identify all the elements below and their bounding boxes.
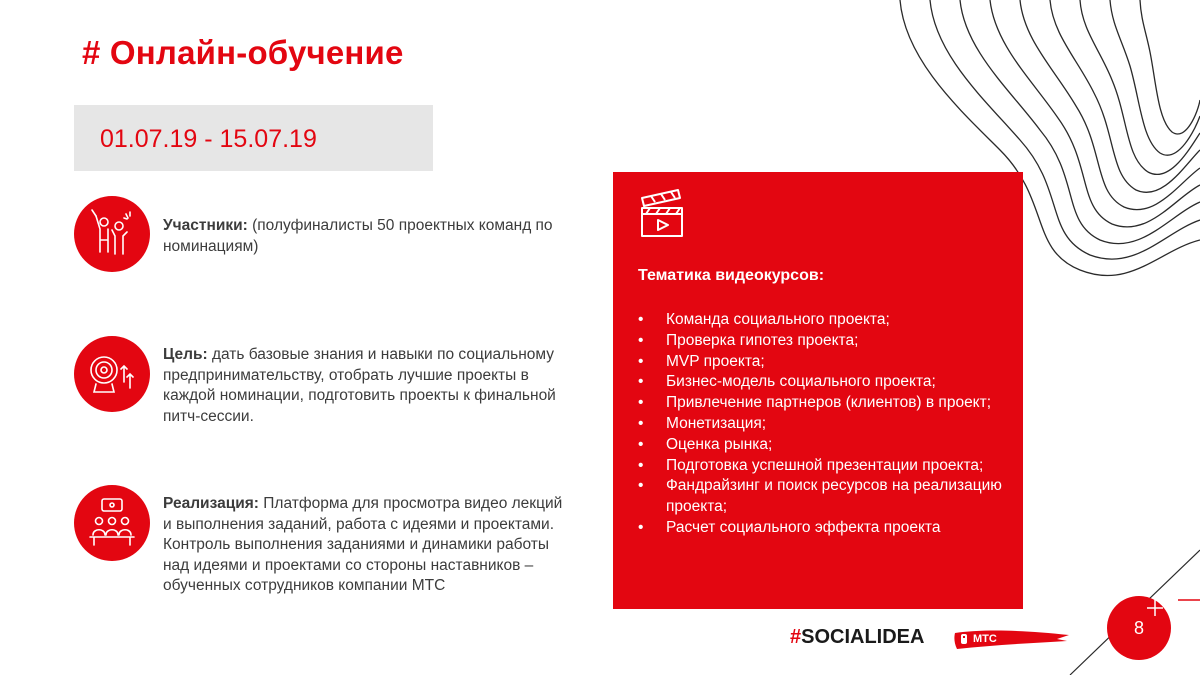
list-item: • Подготовка успешной презентации проекта; xyxy=(638,456,1008,477)
target-darts-icon xyxy=(74,336,150,412)
list-item: • Команда социального проекта; xyxy=(638,310,1008,331)
mts-logo xyxy=(953,627,1071,658)
list-item: • Фандрайзинг и поиск ресурсов на реализацию проекта; xyxy=(638,476,1008,518)
goal-description: дать базовые знания и навыки по социальному предпринимательству, отобрать лучшие проекты в каждой номинации, подготовить проекты к финальной питч-сессии. xyxy=(163,346,556,425)
participants-text xyxy=(163,216,573,257)
goal-label: Цель: xyxy=(163,346,208,363)
participants-description: (полуфиналисты 50 проектных команд по номинациям) xyxy=(163,217,553,255)
list-item: • MVP проекта; xyxy=(638,352,1008,373)
goal-text xyxy=(163,345,573,427)
brand-hash: # xyxy=(790,626,802,648)
participants-label: Участники: xyxy=(163,217,248,234)
list-item: • Привлечение партнеров (клиентов) в проект; xyxy=(638,393,1008,414)
video-courses-panel xyxy=(613,172,1023,609)
list-item: • Оценка рынка; xyxy=(638,435,1008,456)
team-meeting-icon xyxy=(74,485,150,561)
list-item: • Расчет социального эффекта проекта xyxy=(638,518,1008,539)
video-clapperboard-icon xyxy=(638,186,688,242)
topics-list xyxy=(638,310,1008,539)
list-item: • Проверка гипотез проекта; xyxy=(638,331,1008,352)
brand-name: SOCIALIDEA xyxy=(801,626,925,648)
mts-brush-icon xyxy=(953,627,1071,653)
page-title: # Онлайн-обучение xyxy=(82,34,404,71)
list-item: • Монетизация; xyxy=(638,414,1008,435)
panel-title: Тематика видеокурсов: xyxy=(638,267,825,284)
mts-logo-text: МТС xyxy=(973,633,997,645)
implementation-text xyxy=(163,494,575,597)
implementation-description: Платформа для просмотра видео лекций и выполнения заданий, работа с идеями и проектами. Контроль выполнения заданиями и динамики работы над идеями и проектами со стороны наставников – обученных сотрудников компании МТС xyxy=(163,495,563,595)
people-cheering-icon xyxy=(74,196,150,272)
page-number: 8 xyxy=(1107,596,1171,660)
implementation-label: Реализация: xyxy=(163,495,259,512)
date-range-box xyxy=(74,105,433,171)
date-range: 01.07.19 - 15.07.19 xyxy=(100,125,317,153)
list-item: • Бизнес-модель социального проекта; xyxy=(638,372,1008,393)
socialidea-brand xyxy=(790,626,924,649)
